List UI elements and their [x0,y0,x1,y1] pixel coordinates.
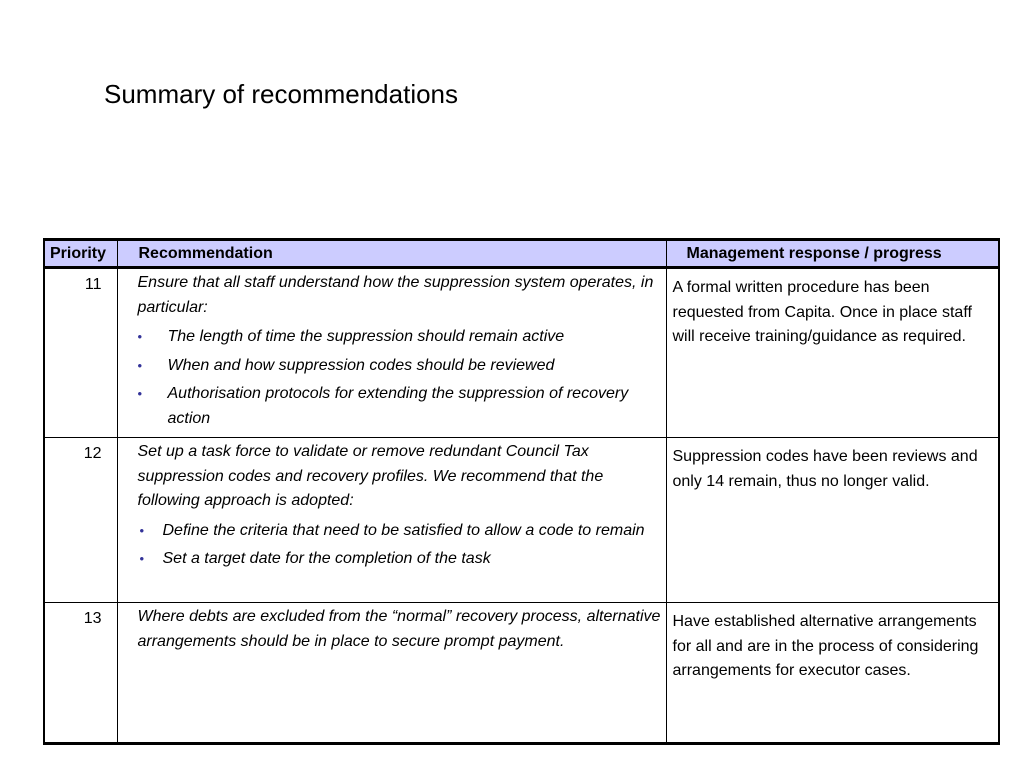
bullet-text: Authorisation protocols for extending the suppression of recovery action [167,385,629,427]
bullet-item [138,519,662,544]
priority-cell: 12 [44,438,117,603]
bullet-item [138,354,662,379]
bullet-text: The length of time the suppression should remain active [167,328,565,345]
recommendation-bullets [138,519,662,572]
slide-title: Summary of recommendations [104,79,459,109]
table-header-row [44,240,999,268]
response-cell: A formal written procedure has been requested from Capita. Once in place staff will receive training/guidance as required. [666,268,999,438]
bullet-item [138,382,662,431]
recommendations-table [43,238,1000,745]
table-row [44,268,999,438]
bullet-icon: • [137,329,143,344]
bullet-text: Define the criteria that need to be satisfied to allow a code to remain [162,521,645,539]
bullet-text: When and how suppression codes should be reviewed [167,356,555,374]
bullet-icon: • [139,551,145,566]
recommendation-bullets [138,325,662,431]
recommendation-text: Where debts are excluded from the “normal” recovery process, alternative arrangements should be in place to secure prompt payment. [137,608,661,650]
recommendation-text: Ensure that all staff understand how the suppression system operates, in particular: [137,274,654,316]
bullet-icon: • [137,357,143,373]
header-management-response: Management response / progress [666,240,999,268]
bullet-icon: • [137,386,143,401]
bullet-text: Set a target date for the completion of the task [162,550,491,567]
recommendation-cell [117,438,666,603]
priority-cell: 13 [44,603,117,744]
response-cell: Suppression codes have been reviews and only 14 remain, thus no longer valid. [666,438,999,603]
bullet-icon: • [139,522,145,538]
priority-cell: 11 [44,268,117,438]
recommendation-text: Set up a task force to validate or remove redundant Council Tax suppression codes and recovery profiles. We recommend that the following approach is adopted: [137,443,604,509]
bullet-item [138,547,662,572]
table-row [44,603,999,744]
recommendation-cell [117,603,666,744]
header-priority: Priority [44,240,117,268]
header-recommendation: Recommendation [117,240,666,268]
response-cell: Have established alternative arrangements for all and are in the process of considering arrangements for executor cases. [666,603,999,744]
recommendation-cell [117,268,666,438]
table-row [44,438,999,603]
bullet-item [138,325,662,350]
